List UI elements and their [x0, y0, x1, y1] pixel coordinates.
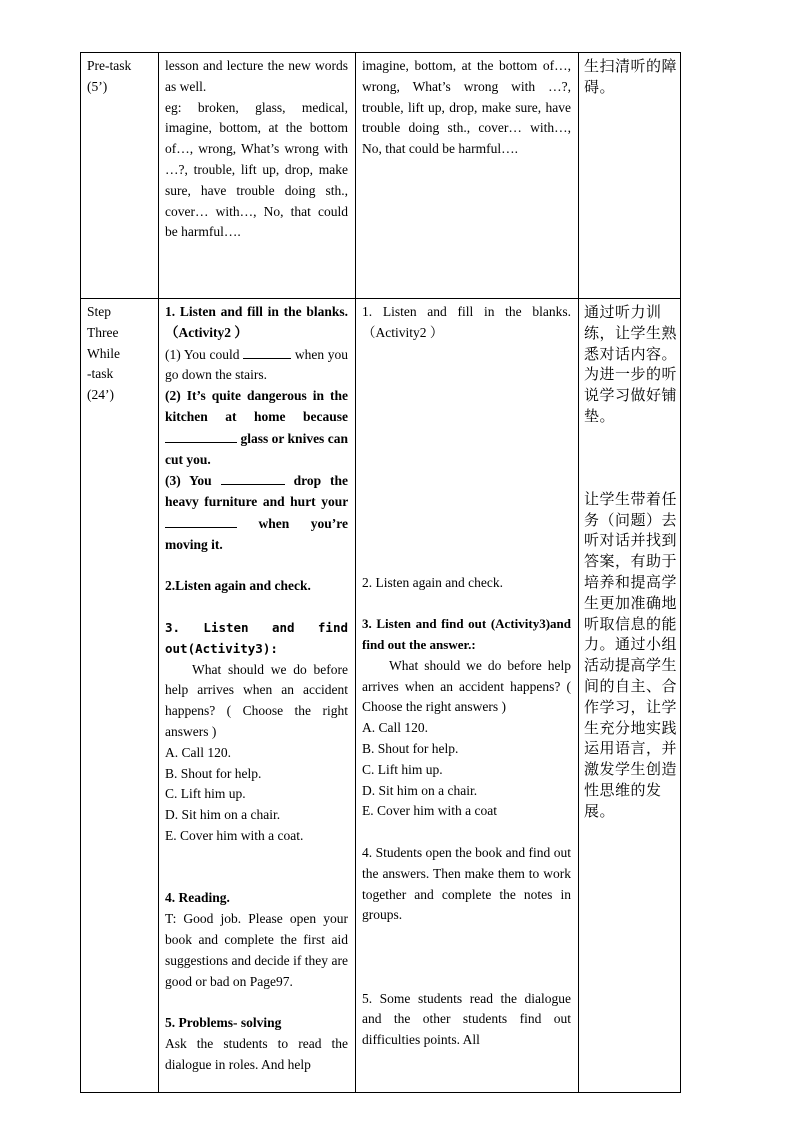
question-text: What should we do before help arrives when an accident happens? ( Choose the right answers ) — [362, 657, 571, 715]
option-item: B. Shout for help. — [165, 765, 262, 781]
student-text: imagine, bottom, at the bottom of…, wrong, What’s wrong with …?, trouble, lift up, drop, make sure, have trouble doing sth., cover… with…, No, that could be harmful…. — [362, 58, 571, 157]
step-label: (24’) — [87, 387, 114, 403]
answer-blank — [243, 344, 291, 359]
teacher-activity-cell — [159, 299, 356, 1093]
option-item: C. Lift him up. — [165, 786, 246, 802]
step-label: Pre-task (5’) — [87, 58, 132, 94]
step-label: While — [87, 345, 120, 361]
option-item: A. Call 120. — [362, 720, 428, 736]
option-item: D. Sit him on a chair. — [165, 807, 281, 823]
student-activity-cell — [356, 53, 579, 299]
option-item: A. Call 120. — [165, 744, 231, 760]
table-row — [81, 299, 681, 1093]
purpose-text: 让学生带着任务（问题）去听对话并找到答案，有助于培养和提高学生更加准确地听取信息的能力。通过小组活动提高学生间的自主、合作学习，让学生充分地实践运用语言，并激发学生创造性思维的发展。 — [584, 489, 678, 820]
activity-text: Ask the students to read the dialogue in roles. And help — [165, 1035, 348, 1072]
activity-title: 3. Listen and find out (Activity3)and find out the answer.: — [362, 616, 571, 652]
teacher-text: lesson and lecture the new words as well. — [165, 58, 348, 94]
fill-blank-question: (1) You could when you go down the stairs. — [165, 344, 348, 387]
step-cell — [81, 53, 159, 299]
activity-title: 5. Problems- solving — [165, 1015, 282, 1031]
purpose-text: 生扫清听的障碍。 — [584, 57, 678, 96]
table-row — [81, 53, 681, 299]
answer-blank — [165, 513, 237, 528]
step-label: -task — [87, 366, 114, 382]
lesson-plan-table — [80, 52, 681, 1093]
activity-title: 2. Listen again and check. — [362, 574, 503, 590]
fill-blank-question: (3) You drop the heavy furniture and hurt your when you’re moving it. — [165, 470, 348, 555]
activity-text: T: Good job. Please open your book and complete the first aid suggestions and decide if they are good or bad on Page97. — [165, 911, 348, 989]
activity-title: 2.Listen again and check. — [165, 578, 311, 594]
answer-blank — [221, 470, 285, 485]
teacher-text: eg: broken, glass, medical, imagine, bottom, at the bottom of…, wrong, What’s wrong with …?, trouble, lift up, drop, make sure, have trouble doing sth., cover… with…, No, that could be harmful…. — [165, 99, 348, 240]
step-label: Step — [87, 304, 112, 319]
option-item: E. Cover him with a coat. — [165, 827, 304, 843]
option-item: B. Shout for help. — [362, 740, 459, 756]
activity-title: 3. Listen and find out(Activity3): — [165, 619, 348, 656]
purpose-cell — [579, 299, 681, 1093]
activity-title: 1. Listen and fill in the blanks.（Activity2 ） — [362, 304, 571, 340]
student-activity-cell — [356, 299, 579, 1093]
answer-blank — [165, 428, 237, 443]
option-item: D. Sit him on a chair. — [362, 782, 478, 798]
activity-text: 4. Students open the book and find out the answers. Then make them to work together and complete the notes in groups. — [362, 844, 571, 923]
activity-title: 1. Listen and fill in the blanks.（Activity2 ） — [165, 304, 348, 340]
step-cell — [81, 299, 159, 1093]
option-item: E. Cover him with a coat — [362, 803, 497, 819]
option-item: C. Lift him up. — [362, 761, 443, 777]
teacher-activity-cell — [159, 53, 356, 299]
fill-blank-question: (2) It’s quite dangerous in the kitchen at home because glass or knives can cut you. — [165, 388, 348, 467]
activity-text: 5. Some students read the dialogue and the other students find out difficulties points. All — [362, 990, 571, 1048]
purpose-text: 通过听力训练，让学生熟悉对话内容。为进一步的听说学习做好铺垫。 — [584, 303, 678, 425]
step-label: Three — [87, 324, 119, 340]
activity-title: 4. Reading. — [165, 890, 230, 906]
purpose-cell — [579, 53, 681, 299]
question-text: What should we do before help arrives when an accident happens? ( Choose the right answers ) — [165, 661, 348, 739]
